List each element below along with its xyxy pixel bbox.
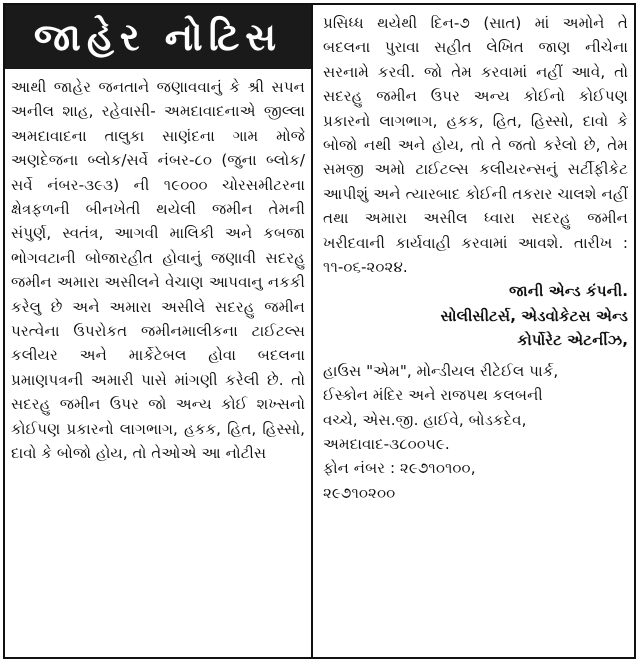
phone-line: ફોન નંબર : ૨૯૭૧૦૧૦૦, xyxy=(323,459,476,478)
phone-line-2: ૨૯૭૧૦૨૦૦ xyxy=(323,483,396,502)
notice-right-column xyxy=(313,5,634,657)
firm-description-line1: સોલીસીટર્સ, એડવોકેટસ એન્ડ xyxy=(440,306,628,325)
notice-title: જાહેર નોટિસ xyxy=(5,5,311,69)
public-notice xyxy=(3,3,636,659)
firm-name: જાની એન્ડ કંપની. xyxy=(509,282,628,301)
address-line-2: ઈસ્કોન મંદિર અને રાજપથ કલબની xyxy=(323,386,543,405)
address-line-1: હાઉસ "એમ", મોન્ડીયલ રીટેઈલ પાર્ક, xyxy=(323,361,559,380)
notice-body-left: આથી જાહેર જનતાને જણાવવાનું કે શ્રી સપન અનીલ શાહ, રહેવાસી- અમદાવાદનાએ જીલ્લા અમદાવાદના તાલુકા સાણંદના ગામ મોજે અણદેજના બ્લોક/સર્વે નંબર-૮૦ (જુના બ્લોક/સર્વે નંબર-૩૯૩) ની ૧૯૦૦૦ ચોરસમીટરના ક્ષેત્રફળની બીનખેતી થયેલી જમીન તેમની સંપુર્ણ, સ્વતંત્ર, આગવી માલિકી અને કબજા ભોગવટાની બોજારહીત હોવાનું જણાવી સદરહુ જમીન અમારા અસીલને વેચાણ આપવાનુ નકકી કરેલુ છે અને અમારા અસીલે સદરહુ જમીન પરત્વેના ઉપરોકત જમીનમાલીકના ટાઈટલ્સ કલીયર અને માર્કેટેબલ હોવા બદલના પ્રમાણપત્રની અમારી પાસે માંગણી કરેલી છે. તો સદરહુ જમીન ઉપર જો અન્ય કોઈ શખ્સનો કોઈપણ પ્રકારનો લાગભાગ, હકક, હિત, હિસ્સો, દાવો કે બોજો હોય, તો તેઓએ આ નોટીસ xyxy=(11,78,305,463)
notice-left-column xyxy=(5,5,313,657)
firm-description-line2: કોર્પોરેટ એટર્નીઝ, xyxy=(517,331,628,350)
address-line-4: અમદાવાદ-૩૮૦૦૫૯. xyxy=(323,434,450,453)
firm-address xyxy=(323,359,628,505)
address-line-3: વચ્ચે, એસ.જી. હાઈવે, બોડકદેવ, xyxy=(323,410,527,429)
notice-body-right: પ્રસિધ્ધ થયેથી દિન-૭ (સાત) માં અમોને તે બદલના પુરાવા સહીત લેખિત જાણ નીચેના સરનામે કરવી. જો તેમ કરવામાં નહીં આવે, તો સદરહુ જમીન ઉપર અન્ય કોઈનો કોઈપણ પ્રકારનો લાગભાગ, હકક, હિત, હિસ્સો, દાવો કે બોજો નથી અને હોય, તો તે જતો કરેલો છે, તેમ સમજી અમો ટાઈટલ્સ કલીયરન્સનું સર્ટીફીકેટ આપીશું અને ત્યારબાદ કોઈની તકરાર ચાલશે નહીં તથા અમારા અસીલ ધ્વારા સદરહુ જમીન ખરીદવાની કાર્યવાહી કરવામાં આવશે. તારીખ : ૧૧-૦૬-૨૦૨૪. xyxy=(323,14,628,277)
